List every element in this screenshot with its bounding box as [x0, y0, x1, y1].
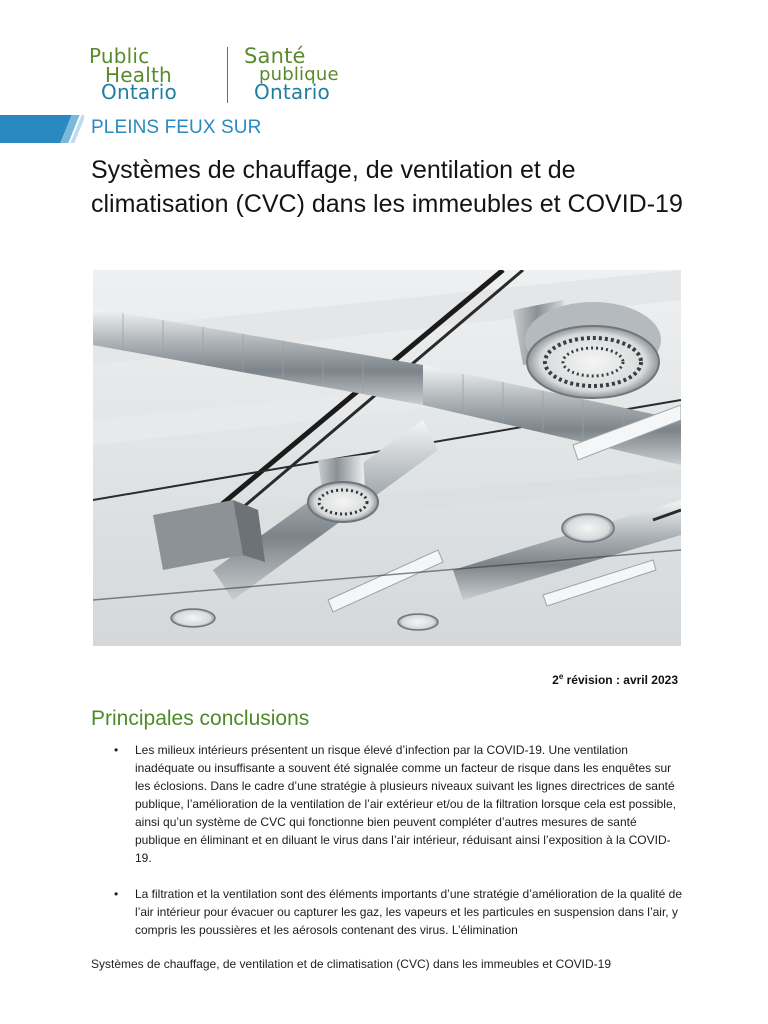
bullet-icon: •: [114, 743, 119, 757]
page-title: Systèmes de chauffage, de ventilation et de climatisation (CVC) dans les immeubles et COVID-19: [91, 156, 683, 218]
page-footer: Systèmes de chauffage, de ventilation et de climatisation (CVC) dans les immeubles et COVID-19: [91, 957, 612, 971]
logo-en-line2: Health: [105, 63, 172, 87]
section-title: Principales conclusions: [91, 707, 310, 730]
key-findings-list: [112, 741, 682, 957]
logo-fr-line1: Santé: [244, 44, 306, 68]
bullet-icon: •: [114, 887, 119, 901]
hvac-ductwork-photo: [93, 270, 681, 646]
revision-date: 2e révision : avril 2023: [552, 672, 678, 687]
list-item: [112, 741, 682, 867]
banner-accent: [0, 115, 84, 143]
logo-en-line1: Public: [89, 44, 150, 68]
kicker-label: PLEINS FEUX SUR: [91, 117, 262, 138]
pho-logo: [88, 44, 388, 106]
logo-fr-line3: Ontario: [254, 80, 330, 104]
logo-divider: [227, 47, 228, 103]
list-item: [112, 885, 682, 939]
list-item-text: Les milieux intérieurs présentent un risque élevé d’infection par la COVID-19. Une ventilation inadéquate ou insuffisante a souvent été signalée comme un facteur de risque dans les enquêtes sur les éclosions. Dans le cadre d’une stratégie à plusieurs niveaux suivant les lignes directrices de santé publique, l’amélioration de la ventilation de l’air extérieur et/ou de la filtration lorsque cela est possible, ainsi qu’un système de CVC qui fonctionne bien peuvent compléter d’autres mesures de santé publique en éliminant et en diluant le virus dans l’air intérieur, réduisant ainsi l’exposition à la COVID-19.: [135, 743, 676, 865]
list-item-text: La filtration et la ventilation sont des éléments importants d’une stratégie d’amélioration de la qualité de l’air intérieur pour évacuer ou capturer les gaz, les vapeurs et les particules en suspension dans l’air, y compris les poussières et les aérosols contenant des virus. L’élimination: [135, 887, 682, 937]
logo-en-line3: Ontario: [101, 80, 177, 104]
logo-fr-line2: publique: [259, 64, 339, 85]
